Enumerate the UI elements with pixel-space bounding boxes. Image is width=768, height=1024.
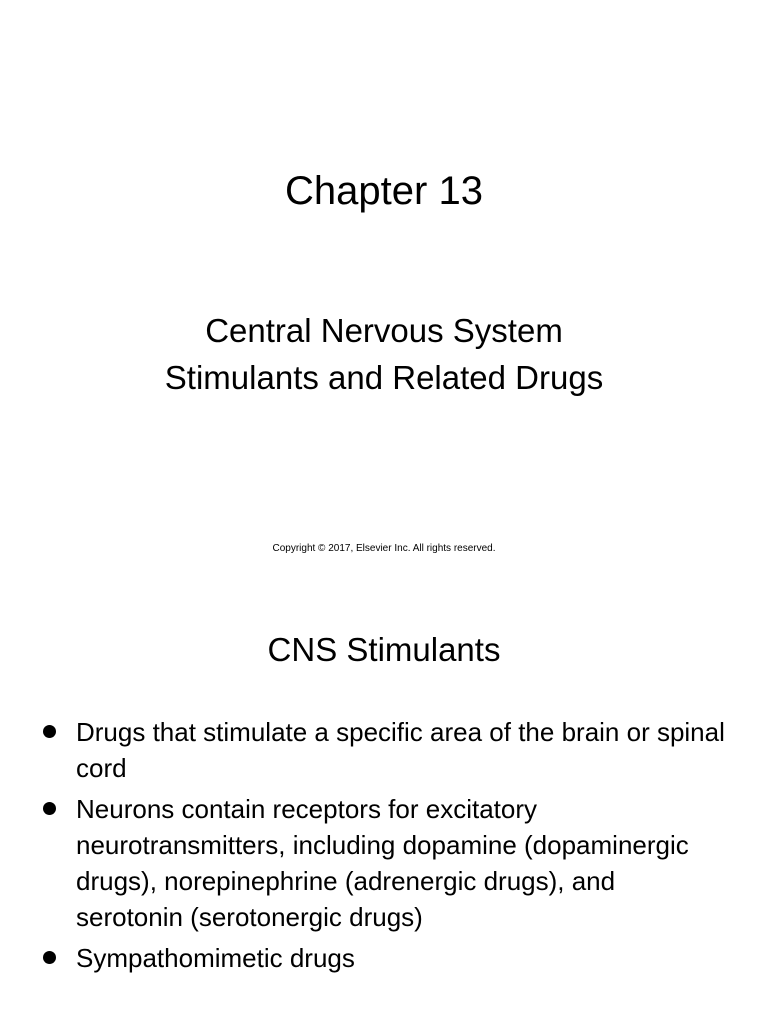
bullet-dot-icon — [43, 951, 56, 964]
content-slide — [0, 576, 768, 1024]
chapter-title: Chapter 13 — [285, 169, 483, 213]
bullet-dot-icon — [43, 802, 56, 815]
bullet-item — [0, 940, 768, 976]
bullet-text: Neurons contain receptors for excitatory neurotransmitters, including dopamine (dopaminergic drugs), norepinephrine (adrenergic drugs), and serotonin (serotonergic drugs) — [76, 794, 689, 932]
bullet-text: Drugs that stimulate a specific area of the brain or spinal cord — [76, 717, 725, 783]
bullet-list — [0, 714, 768, 981]
copyright-notice: Copyright © 2017, Elsevier Inc. All rights reserved. — [272, 543, 496, 554]
subtitle-line-2: Stimulants and Related Drugs — [164, 359, 604, 396]
subtitle-line-1: Central Nervous System — [205, 312, 563, 349]
bullet-item — [0, 714, 768, 786]
slide-heading: CNS Stimulants — [267, 631, 501, 668]
bullet-item — [0, 791, 768, 935]
bullet-dot-icon — [43, 725, 56, 738]
bullet-text: Sympathomimetic drugs — [76, 943, 355, 973]
chapter-subtitle — [0, 307, 768, 401]
